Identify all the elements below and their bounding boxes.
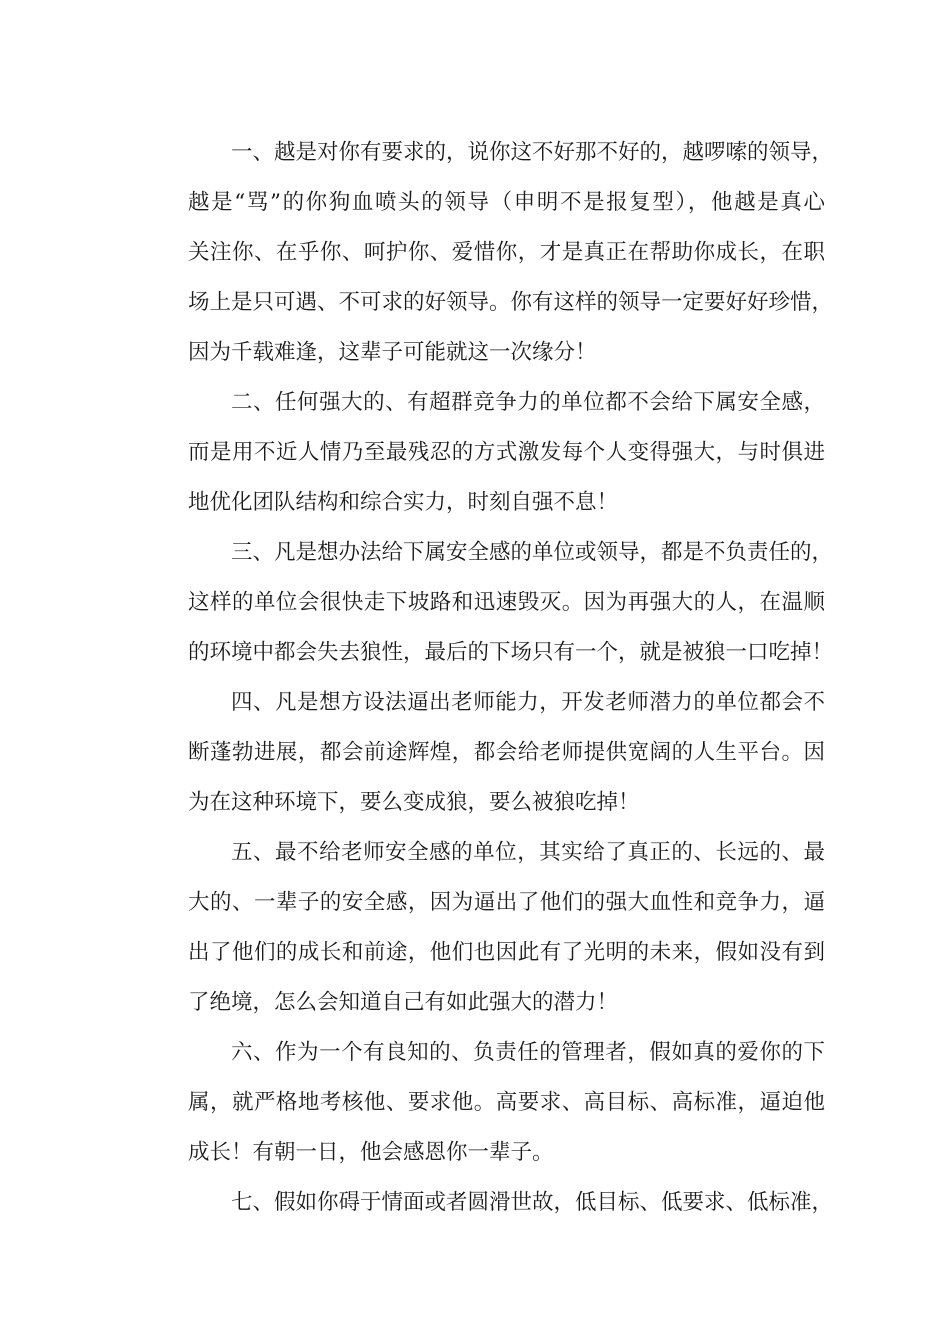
document-body (145, 128, 834, 1228)
text-line: 而是用不近人情乃至最残忍的方式激发每个人变得强大，与时俱进 (188, 440, 825, 465)
text-line: 越是“骂”的你狗血喷头的领导（申明不是报复型），他越是真心 (188, 190, 825, 215)
paragraph-3 (145, 528, 834, 678)
text-line: 断蓬勃进展，都会前途辉煌，都会给老师提供宽阔的人生平台。因 (188, 740, 825, 765)
paragraph-2 (145, 378, 825, 528)
text-line: 因为千载难逢，这辈子可能就这一次缘分！ (188, 340, 597, 365)
text-line: 了绝境，怎么会知道自己有如此强大的潜力！ (188, 990, 619, 1015)
text-line: 四、凡是想方设法逼出老师能力，开发老师潜力的单位都会不 (231, 690, 825, 715)
text-line: 场上是只可遇、不可求的好领导。你有这样的领导一定要好好珍惜， (188, 290, 834, 315)
paragraph-6 (145, 1028, 825, 1178)
text-line: 大的、一辈子的安全感，因为逼出了他们的强大血性和竞争力，逼 (188, 890, 825, 915)
text-line: 的环境中都会失去狼性，最后的下场只有一个，就是被狼一口吃掉！ (188, 640, 834, 665)
paragraph-4 (145, 678, 825, 828)
paragraph-1 (145, 128, 834, 378)
text-line: 一、越是对你有要求的，说你这不好那不好的，越啰嗦的领导， (231, 140, 834, 165)
text-line: 地优化团队结构和综合实力，时刻自强不息！ (188, 490, 619, 515)
text-line: 五、最不给老师安全感的单位，其实给了真正的、长远的、最 (231, 840, 825, 865)
text-line: 属，就严格地考核他、要求他。高要求、高目标、高标准，逼迫他 (188, 1090, 825, 1115)
paragraph-5 (145, 828, 825, 1028)
paragraph-7 (145, 1178, 834, 1228)
text-line: 出了他们的成长和前途，他们也因此有了光明的未来，假如没有到 (188, 940, 825, 965)
text-line: 七、假如你碍于情面或者圆滑世故，低目标、低要求、低标准， (231, 1190, 834, 1215)
text-line: 成长！有朝一日，他会感恩你一辈子。 (188, 1140, 554, 1165)
text-line: 这样的单位会很快走下坡路和迅速毁灭。因为再强大的人，在温顺 (188, 590, 825, 615)
text-line: 三、凡是想办法给下属安全感的单位或领导，都是不负责任的， (231, 540, 834, 565)
text-line: 为在这种环境下，要么变成狼，要么被狼吃掉！ (188, 790, 640, 815)
text-line: 二、任何强大的、有超群竞争力的单位都不会给下属安全感， (231, 390, 825, 415)
text-line: 六、作为一个有良知的、负责任的管理者，假如真的爱你的下 (231, 1040, 825, 1065)
text-line: 关注你、在乎你、呵护你、爱惜你，才是真正在帮助你成长，在职 (188, 240, 825, 265)
